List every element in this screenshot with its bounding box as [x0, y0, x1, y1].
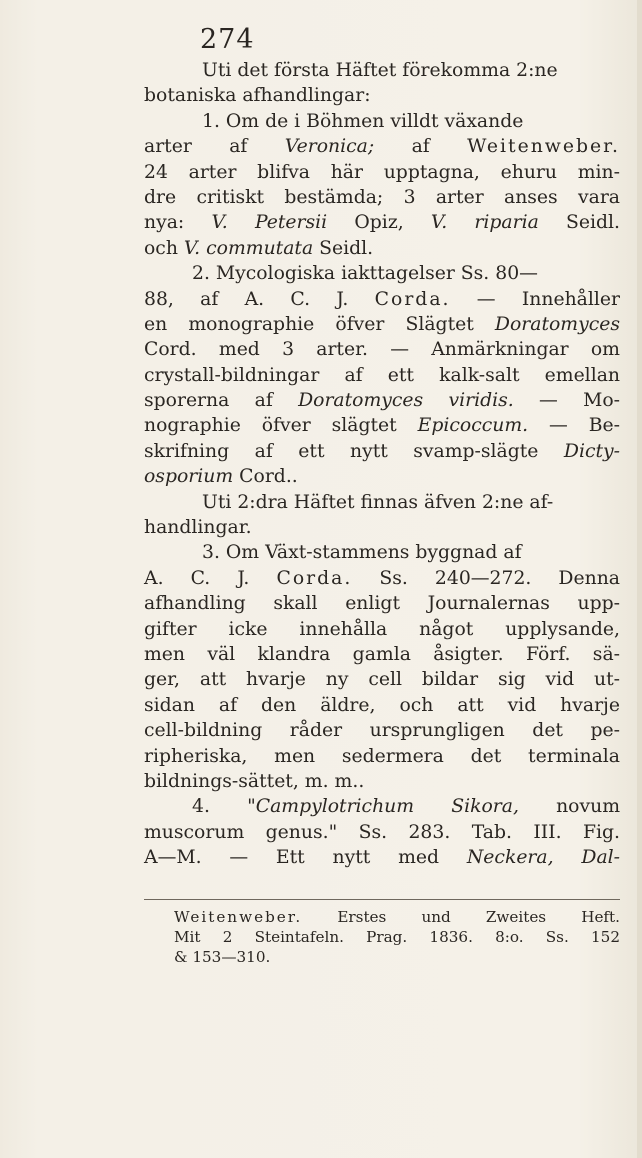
body-line: ripheriska, men sedermera det terminala: [144, 745, 620, 767]
body-text-run: A. C. J.: [144, 567, 277, 589]
body-line: Uti 2:dra Häftet finnas äfven 2:ne af-: [202, 491, 554, 513]
body-text-run: af: [374, 136, 468, 158]
body-text-run: Doratomyces viridis.: [298, 390, 514, 412]
body-line: bildnings-sättet, m. m..: [144, 770, 365, 792]
body-text-run: Veronica;: [284, 136, 375, 158]
body-text-run: — Innehåller: [450, 288, 620, 310]
body-line: [144, 287, 620, 312]
body-line: [144, 439, 620, 464]
body-text-run: Dicty-: [563, 440, 620, 462]
body-line: [144, 210, 620, 235]
body-line: gifter icke innehålla något upplysande,: [144, 618, 620, 640]
body-line: botaniska afhandlingar:: [144, 85, 371, 107]
footnote: [174, 907, 620, 967]
footnote-line: & 153—310.: [174, 948, 271, 966]
body-line: 3. Om Växt-stammens byggnad af: [202, 542, 522, 564]
body-text-run: Weitenweber.: [467, 136, 621, 158]
body-line: 24 arter blifva här upptagna, ehuru min-: [144, 161, 620, 183]
body-line: ger, att hvarje ny cell bildar sig vid ut-: [144, 669, 620, 691]
footnote-text-run: Weitenweber.: [174, 908, 303, 926]
body-line: [144, 312, 620, 337]
body-line: handlingar.: [144, 517, 252, 539]
body-text-run: 4.: [192, 796, 248, 818]
body-text-run: osporium: [144, 466, 234, 488]
body-line: [144, 566, 620, 591]
body-line: [144, 794, 620, 819]
body-line: crystall-bildningar af ett kalk-salt emellan: [144, 364, 620, 386]
body-text-run: 88, af A. C. J.: [144, 288, 375, 310]
body-text-run: skrifning af ett nytt svamp-slägte: [144, 440, 564, 462]
body-text-run: A—M. — Ett nytt med: [144, 847, 467, 869]
body-text-run: Seidl.: [538, 212, 621, 234]
body-text-run: arter af: [144, 136, 285, 158]
body-text-run: V. riparia: [430, 212, 539, 234]
body-line: [144, 413, 620, 438]
body-line: dre critiskt bestämda; 3 arter anses vara: [144, 186, 620, 208]
body-text-run: Cord..: [233, 466, 298, 488]
body-text: [144, 58, 620, 871]
body-text-run: Opiz,: [327, 212, 431, 234]
body-text-run: och: [144, 237, 184, 259]
body-text-run: Seidl.: [313, 237, 374, 259]
body-line: 2. Mycologiska iakttagelser Ss. 80—: [192, 263, 538, 285]
body-line: cell-bildning råder ursprungligen det pe-: [144, 720, 620, 742]
body-line: men väl klandra gamla åsigter. Förf. sä-: [144, 643, 620, 665]
body-line: afhandling skall enligt Journalernas upp-: [144, 593, 620, 615]
body-text-run: Corda.: [276, 567, 353, 589]
body-text-run: V. commutata: [183, 237, 314, 259]
body-line: Uti det första Häftet förekomma 2:ne: [202, 60, 558, 81]
body-line: [144, 236, 620, 261]
body-line: [144, 464, 620, 489]
footnote-line: [174, 907, 620, 927]
body-text-run: Doratomyces: [494, 313, 620, 335]
body-text-run: Neckera, Dal-: [466, 847, 620, 869]
footnote-separator: [144, 899, 620, 900]
body-line: muscorum genus." Ss. 283. Tab. III. Fig.: [144, 821, 620, 843]
body-text-run: V. Petersii: [211, 212, 328, 234]
body-text-run: sporerna af: [144, 390, 299, 412]
page-number: 274: [200, 24, 255, 55]
body-text-run: Ss. 240—272. Denna: [352, 567, 620, 589]
page-edge-shadow: [637, 0, 642, 1158]
body-line: 1. Om de i Böhmen villdt växande: [202, 110, 524, 132]
footnote-line: Mit 2 Steintafeln. Prag. 1836. 8:o. Ss. 152: [174, 928, 620, 946]
body-text-run: "Campylotrichum Sikora,: [247, 796, 519, 818]
body-line: Cord. med 3 arter. — Anmärkningar om: [144, 339, 620, 361]
body-text-run: — Be-: [528, 415, 621, 437]
body-line: sidan af den äldre, och att vid hvarje: [144, 694, 620, 716]
body-text-run: Epicoccum.: [417, 415, 529, 437]
body-line: [144, 134, 620, 159]
body-text-run: en monographie öfver Slägtet: [144, 313, 495, 335]
footnote-text-run: Erstes und Zweites Heft.: [302, 908, 620, 926]
body-text-run: nographie öfver slägtet: [144, 415, 418, 437]
body-text-run: Corda.: [374, 288, 451, 310]
body-text-run: — Mo-: [513, 390, 621, 412]
body-line: [144, 388, 620, 413]
body-text-run: novum: [518, 796, 620, 818]
body-text-run: nya:: [144, 212, 212, 234]
body-line: [144, 845, 620, 870]
